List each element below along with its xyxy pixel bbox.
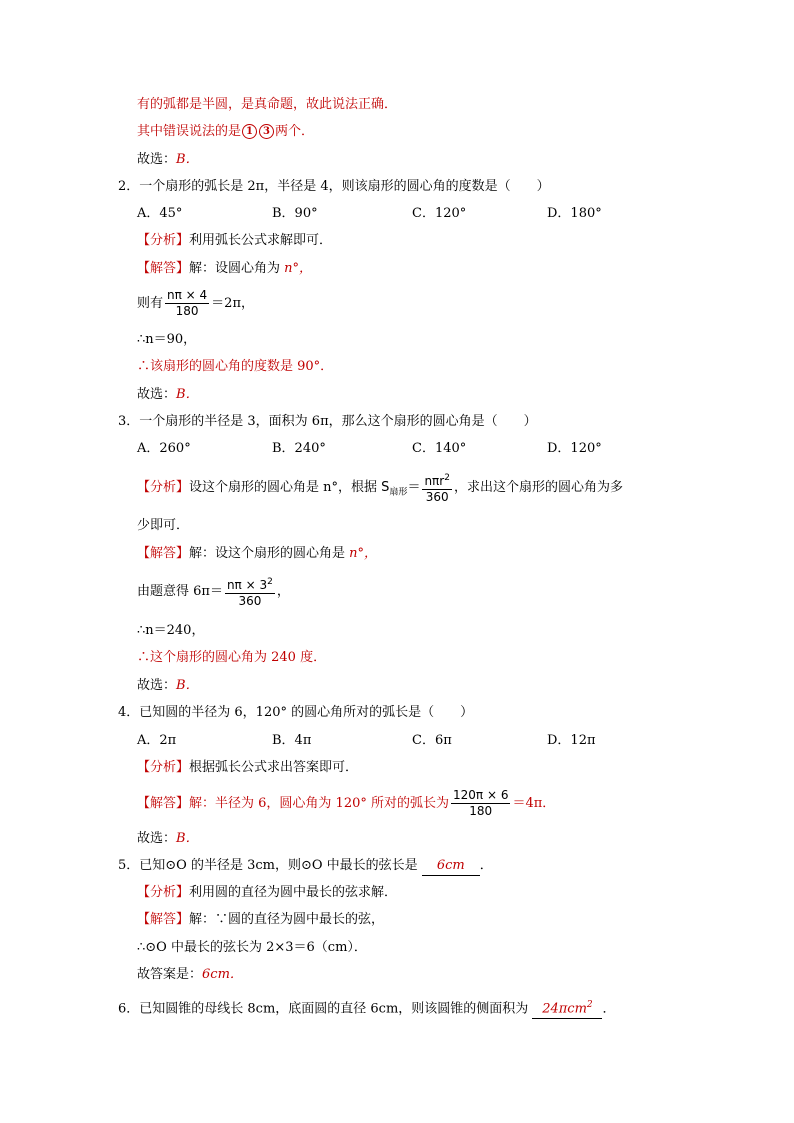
q5-answer-blank: 6cm [422, 857, 480, 876]
q3-analysis-frac-num-sup: 2 [444, 472, 450, 483]
q2-then-post: ＝2π， [211, 296, 254, 311]
q3-analysis [137, 470, 623, 511]
q5-therefore-1: ∴⊙O 中最长的弦长为 2×3＝6（cm）． [137, 940, 367, 955]
q5-analysis-tag: 【分析】 [137, 885, 190, 900]
q3-choose-value: B． [176, 678, 199, 693]
q3-analysis-post: ，求出这个扇形的圆心角为多 [453, 480, 623, 495]
q4-analysis-tag: 【分析】 [137, 760, 190, 775]
q4-option-d: D．12π [547, 733, 596, 748]
q4-answer [137, 786, 555, 822]
q3-s-label: $S_{扇形}=$ [381, 480, 421, 498]
q5-final-label: 故答案是： [137, 967, 203, 982]
q4-answer-pre: 解：半径为 6，圆心角为 120° 所对的弧长为 [189, 796, 449, 811]
q3-analysis-frac-num-text: nπr [424, 473, 445, 488]
q6-stem-post: ． [602, 1001, 616, 1017]
q3-answer-text: 解：设这个扇形的圆心角是 [189, 546, 350, 561]
q2-choose-value: B． [176, 387, 199, 402]
q5-answer-text: 解：∵圆的直径为圆中最长的弦， [189, 912, 385, 927]
q5-analysis [137, 884, 397, 902]
q3-eq-frac-num-sup: 2 [267, 576, 273, 587]
q2-option-c: C．120° [412, 206, 467, 221]
q3-therefore-1: ∴n＝240， [137, 623, 205, 638]
q2-stem: 2．一个扇形的弧长是 2π，半径是 4，则该扇形的圆心角的度数是（ ） [118, 179, 550, 194]
q3-eq-post: ， [276, 584, 290, 599]
q3-option-a: A．260° [137, 441, 191, 456]
q4-choose-value: B． [176, 831, 199, 846]
q3-eq-frac-den: 360 [238, 593, 262, 608]
q2-analysis-tag: 【分析】 [137, 233, 190, 248]
prev-choose-label: 故选： [137, 152, 177, 167]
q2-fraction [165, 288, 209, 319]
q4-option-a: A．2π [137, 733, 177, 748]
q2-option-b: B．90° [272, 206, 318, 221]
q2-therefore-2: ∴该扇形的圆心角的度数是 90°． [137, 359, 334, 374]
q3-s-subscript: 扇形 [389, 487, 408, 498]
q5-final-line [137, 966, 243, 984]
q2-answer-var: n°， [284, 261, 313, 276]
q5-stem [118, 857, 493, 876]
circled-number-3: 3 [259, 124, 274, 139]
q3-option-d: D．120° [547, 441, 602, 456]
q6-blank-sup: 2 [586, 1000, 593, 1010]
q3-stem: 3．一个扇形的半径是 3，面积为 6π，那么这个扇形的圆心角是（ ） [118, 414, 537, 429]
q5-analysis-text: 利用圆的直径为圆中最长的弦求解． [189, 885, 398, 900]
prev-conclusion-line [137, 123, 314, 141]
prev-choose-line [137, 151, 199, 169]
q4-fraction [451, 788, 510, 819]
q6-answer-blank [532, 996, 602, 1019]
q3-analysis-pre: 设这个扇形的圆心角是 n°，根据 [189, 480, 382, 495]
q4-frac-num: 120π × 6 [453, 788, 509, 802]
q3-analysis-frac-num [422, 471, 452, 490]
q3-analysis-frac-den: 360 [425, 489, 449, 504]
q2-equation [137, 287, 254, 321]
q4-answer-tag: 【解答】 [137, 796, 190, 811]
q2-frac-den: 180 [175, 304, 199, 318]
q3-s-letter: S [381, 480, 390, 495]
q3-answer [137, 545, 377, 563]
q3-choose-label: 故选： [137, 678, 177, 693]
q2-option-a: A．45° [137, 206, 183, 221]
circled-number-1: 1 [242, 124, 257, 139]
q3-analysis-tag: 【分析】 [137, 480, 190, 495]
q3-answer-var: n°， [349, 546, 378, 561]
prev-text-line: 有的弧都是半圆，是真命题，故此说法正确． [137, 97, 398, 112]
q2-answer [137, 260, 312, 278]
prev-conclusion-pre: 其中错误说法的是 [137, 124, 242, 139]
q6-blank-text: 24πcm [542, 1001, 587, 1017]
q2-option-d: D．180° [547, 206, 602, 221]
q4-analysis [137, 759, 358, 777]
q6-stem [118, 996, 615, 1019]
q5-final-value: 6cm． [202, 967, 243, 982]
prev-conclusion-post: 两个． [275, 124, 315, 139]
q2-choose-label: 故选： [137, 387, 177, 402]
q3-eq-frac-num [225, 575, 275, 594]
q2-therefore-1: ∴n＝90， [137, 332, 197, 347]
q4-frac-den: 180 [469, 804, 493, 818]
q4-stem: 4．已知圆的半径为 6，120° 的圆心角所对的弧长是（ ） [118, 705, 474, 720]
q2-analysis-text: 利用弧长公式求解即可． [189, 233, 333, 248]
q4-analysis-text: 根据弧长公式求出答案即可． [189, 760, 359, 775]
q4-choose-label: 故选： [137, 831, 177, 846]
q6-stem-pre: 6．已知圆锥的母线长 8cm，底面圆的直径 6cm，则该圆锥的侧面积为 [118, 1001, 533, 1017]
q4-choose-line [137, 830, 199, 848]
q3-choose-line [137, 677, 199, 695]
q4-answer-post: ＝4π． [512, 796, 556, 811]
prev-choose-value: B． [176, 152, 199, 167]
q3-answer-tag: 【解答】 [137, 546, 190, 561]
q2-choose-line [137, 386, 199, 404]
q3-analysis-fraction [422, 471, 452, 505]
q4-option-b: B．4π [272, 733, 312, 748]
q3-equation [137, 574, 290, 610]
q2-then-pre: 则有 [137, 296, 164, 311]
q5-stem-post: ． [479, 858, 493, 873]
q5-answer-tag: 【解答】 [137, 912, 190, 927]
q4-option-c: C．6π [412, 733, 452, 748]
q5-answer [137, 911, 384, 929]
q3-option-c: C．140° [412, 441, 467, 456]
q3-analysis-cont: 少即可． [137, 518, 190, 533]
q2-frac-num: nπ × 4 [167, 288, 208, 302]
q2-analysis [137, 232, 332, 250]
q2-answer-tag: 【解答】 [137, 261, 190, 276]
q3-eq-frac-num-text: nπ × 3 [226, 577, 268, 592]
q3-eq-fraction [225, 575, 275, 609]
q2-answer-text: 解：设圆心角为 [189, 261, 285, 276]
q5-stem-pre: 5．已知⊙O 的半径是 3cm，则⊙O 中最长的弦长是 [118, 858, 422, 873]
q3-eq-pre: 由题意得 6π＝ [137, 584, 223, 599]
q3-therefore-2: ∴这个扇形的圆心角为 240 度． [137, 650, 327, 665]
q3-option-b: B．240° [272, 441, 326, 456]
